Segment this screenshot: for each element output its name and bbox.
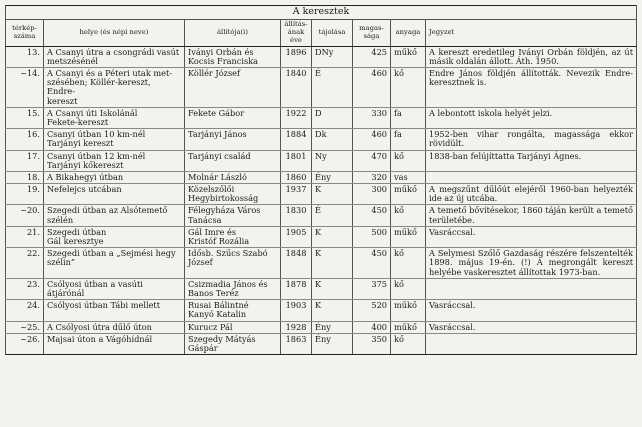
cell-num: 24. <box>6 300 44 321</box>
cell-year: 1830 <box>281 205 312 226</box>
table-caption-row <box>6 6 637 20</box>
header-height-text: magas- sága <box>359 23 384 40</box>
cell-place: A Bikahegyi útban <box>44 171 185 183</box>
cell-height: 320 <box>353 171 391 183</box>
cell-num: ~26. <box>6 333 44 354</box>
header-erector <box>185 19 281 46</box>
cell-place: A Csanyi és a Péteri utak met- szésében; Köllér-kereszt, Endre- kereszt <box>44 68 185 108</box>
table-row <box>6 184 637 205</box>
cell-material: műkő <box>391 300 426 321</box>
header-material-text: anyaga <box>395 27 421 36</box>
table-row <box>6 150 637 171</box>
cell-note <box>426 171 637 183</box>
cell-place: A Csanyi útra a csongrádi vasút metszésénél <box>44 46 185 67</box>
cell-note: 1952-ben vihar rongálta, magassága ekkor rövidült. <box>426 129 637 150</box>
cell-year: 1840 <box>281 68 312 108</box>
cell-height: 450 <box>353 248 391 279</box>
cell-year: 1860 <box>281 171 312 183</box>
cell-place: Csanyi útban 10 km-nél Tarjányi kereszt <box>44 129 185 150</box>
cell-num: 13. <box>6 46 44 67</box>
cell-note: A Selymesi Szőlő Gazdaság részére felszentelték 1898. május 19-én. (!) A megrongált kereszt helyébe vaskeresztet állítottak 1973-ban. <box>426 248 637 279</box>
cell-erector: Tarjányi János <box>185 129 281 150</box>
cell-place: Majsai úton a Vágóhídnál <box>44 333 185 354</box>
header-place <box>44 19 185 46</box>
cell-material: vas <box>391 171 426 183</box>
cell-height: 470 <box>353 150 391 171</box>
cell-note: Vasráccsal. <box>426 300 637 321</box>
cell-material: kő <box>391 205 426 226</box>
header-erector-text: állítója(i) <box>216 27 249 36</box>
cell-height: 350 <box>353 333 391 354</box>
cell-num: 22. <box>6 248 44 279</box>
cell-place: Csólyosi útban Tábi mellett <box>44 300 185 321</box>
table-row <box>6 46 637 67</box>
cell-height: 460 <box>353 129 391 150</box>
header-height <box>353 19 391 46</box>
cell-num: 21. <box>6 226 44 247</box>
table-row <box>6 205 637 226</box>
cell-material: fa <box>391 129 426 150</box>
cell-place: Szegedi útban a „Sejmési hegy szélin” <box>44 248 185 279</box>
header-orientation-text: tájolása <box>318 27 346 36</box>
table-row <box>6 107 637 128</box>
cell-note: Vasráccsal. <box>426 321 637 333</box>
cell-height: 300 <box>353 184 391 205</box>
cell-orientation: É <box>312 68 353 108</box>
table-row <box>6 129 637 150</box>
header-material <box>391 19 426 46</box>
cell-material: fa <box>391 107 426 128</box>
cell-erector: Csizmadia János és Banos Teréz <box>185 278 281 299</box>
table-row <box>6 68 637 108</box>
cell-year: 1903 <box>281 300 312 321</box>
table-row <box>6 248 637 279</box>
cell-year: 1878 <box>281 278 312 299</box>
cell-place: Szegedi útban az Alsótemető szélén <box>44 205 185 226</box>
cell-orientation: Ény <box>312 171 353 183</box>
cell-orientation: Ny <box>312 150 353 171</box>
cell-note: Vasráccsal. <box>426 226 637 247</box>
cell-orientation: K <box>312 278 353 299</box>
cell-height: 425 <box>353 46 391 67</box>
cell-material: kő <box>391 278 426 299</box>
cell-place: Nefelejcs utcában <box>44 184 185 205</box>
cell-num: 16. <box>6 129 44 150</box>
cell-height: 460 <box>353 68 391 108</box>
cell-erector: Tarjányi család <box>185 150 281 171</box>
cell-year: 1905 <box>281 226 312 247</box>
cell-material: műkő <box>391 46 426 67</box>
cell-material: műkő <box>391 321 426 333</box>
table-row <box>6 278 637 299</box>
cell-erector: Iványi Orbán és Kocsis Franciska <box>185 46 281 67</box>
cell-material: műkő <box>391 226 426 247</box>
cell-height: 500 <box>353 226 391 247</box>
cell-material: kő <box>391 150 426 171</box>
cell-height: 520 <box>353 300 391 321</box>
header-note <box>426 19 637 46</box>
crosses-table <box>5 5 637 355</box>
cell-erector: Közelszőlői Hegybirtokosság <box>185 184 281 205</box>
cell-erector: Fekete Gábor <box>185 107 281 128</box>
table-row <box>6 300 637 321</box>
cell-note: A temető bővítésekor, 1860 táján került a temető területébe. <box>426 205 637 226</box>
cell-note <box>426 333 637 354</box>
cell-num: ~20. <box>6 205 44 226</box>
cell-year: 1848 <box>281 248 312 279</box>
cell-place: A Csanyi úti Iskolánál Fekete-kereszt <box>44 107 185 128</box>
cell-erector: Köllér József <box>185 68 281 108</box>
cell-material: kő <box>391 333 426 354</box>
table-caption: A keresztek <box>6 6 637 20</box>
cell-orientation: K <box>312 248 353 279</box>
table-row <box>6 321 637 333</box>
cell-num: ~25. <box>6 321 44 333</box>
cell-num: ~14. <box>6 68 44 108</box>
table-body <box>6 46 637 354</box>
cell-year: 1922 <box>281 107 312 128</box>
table-header-row <box>6 19 637 46</box>
cell-material: kő <box>391 68 426 108</box>
cell-year: 1801 <box>281 150 312 171</box>
cell-height: 330 <box>353 107 391 128</box>
cell-erector: Molnár László <box>185 171 281 183</box>
cell-orientation: K <box>312 300 353 321</box>
cell-num: 19. <box>6 184 44 205</box>
cell-material: kő <box>391 248 426 279</box>
cell-orientation: Dk <box>312 129 353 150</box>
header-num <box>6 19 44 46</box>
cell-num: 17. <box>6 150 44 171</box>
cell-note: A kereszt eredetileg Iványi Orbán földjén, az út másik oldalán állott. Áth. 1950. <box>426 46 637 67</box>
cell-erector: Rusai Bálintné Kanyó Katalin <box>185 300 281 321</box>
cell-year: 1884 <box>281 129 312 150</box>
cell-place: Szegedi útban Gál keresztye <box>44 226 185 247</box>
cell-height: 400 <box>353 321 391 333</box>
header-year-text: állítás- ának éve <box>284 19 308 44</box>
cell-note: 1838-ban felújíttatta Tarjányi Ágnes. <box>426 150 637 171</box>
cell-erector: Félegyháza Város Tanácsa <box>185 205 281 226</box>
cell-year: 1937 <box>281 184 312 205</box>
cell-orientation: É <box>312 205 353 226</box>
cell-material: műkő <box>391 184 426 205</box>
cell-erector: Idősb. Szűcs Szabó József <box>185 248 281 279</box>
cell-orientation: DNy <box>312 46 353 67</box>
cell-num: 18. <box>6 171 44 183</box>
cell-erector: Gál Imre és Kristóf Rozália <box>185 226 281 247</box>
header-orientation <box>312 19 353 46</box>
cell-height: 375 <box>353 278 391 299</box>
header-num-text: térkép- száma <box>12 23 37 40</box>
cell-year: 1863 <box>281 333 312 354</box>
cell-place: Csólyosi útban a vasúti átjárónál <box>44 278 185 299</box>
table-row <box>6 226 637 247</box>
header-year <box>281 19 312 46</box>
cell-num: 15. <box>6 107 44 128</box>
cell-orientation: Ény <box>312 321 353 333</box>
cell-note <box>426 278 637 299</box>
cell-orientation: D <box>312 107 353 128</box>
cell-height: 450 <box>353 205 391 226</box>
header-place-text: helye (és népi neve) <box>79 27 149 36</box>
cell-note: A lebontott iskola helyét jelzi. <box>426 107 637 128</box>
cell-year: 1896 <box>281 46 312 67</box>
cell-year: 1928 <box>281 321 312 333</box>
table-row <box>6 333 637 354</box>
cell-orientation: Ény <box>312 333 353 354</box>
cell-note: Endre János földjén állították. Nevezik Endre-keresztnek is. <box>426 68 637 108</box>
cell-num: 23. <box>6 278 44 299</box>
table-row <box>6 171 637 183</box>
cell-place: A Csólyosi útra dűlő úton <box>44 321 185 333</box>
cell-erector: Szegedy Mátyás Gáspár <box>185 333 281 354</box>
cell-note: A megszűnt dűlőút elejéről 1960-ban helyezték ide az új utcába. <box>426 184 637 205</box>
cell-orientation: K <box>312 184 353 205</box>
cell-erector: Kurucz Pál <box>185 321 281 333</box>
cell-orientation: K <box>312 226 353 247</box>
cell-place: Csanyi útban 12 km-nél Tarjányi kőkereszt <box>44 150 185 171</box>
header-note-text: Jegyzet <box>429 27 455 36</box>
